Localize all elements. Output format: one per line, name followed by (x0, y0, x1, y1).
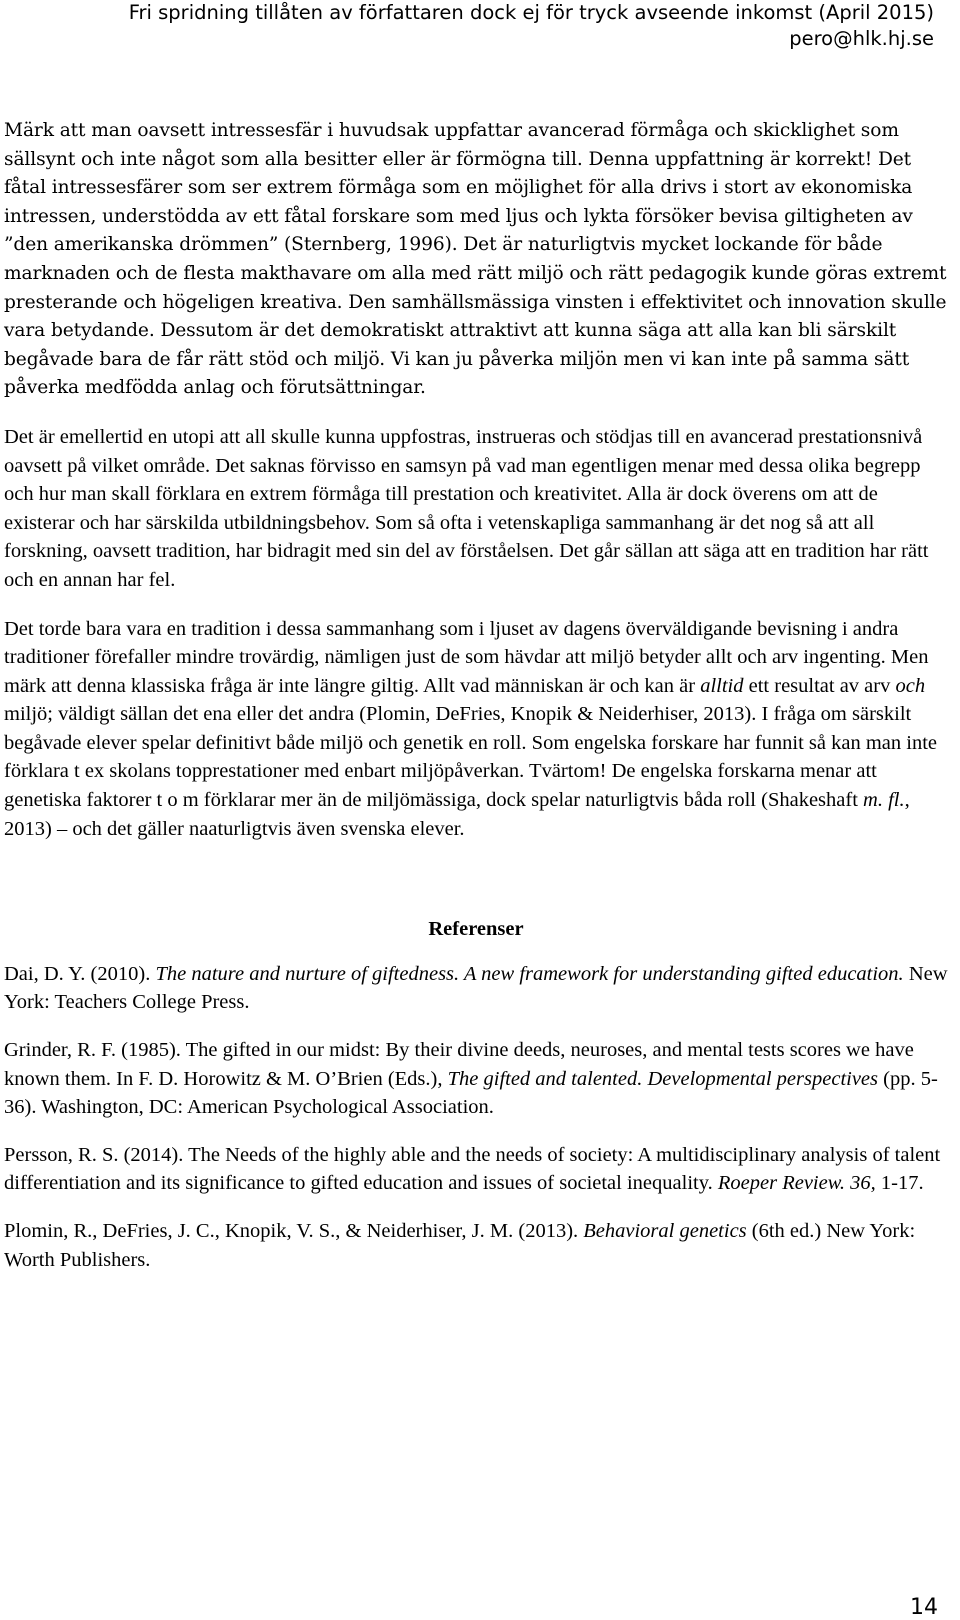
reference-text: Dai, D. Y. (2010). (4, 962, 156, 985)
reference-text: Plomin, R., DeFries, J. C., Knopik, V. S., & Neiderhiser, J. M. (2013). (4, 1220, 584, 1242)
page-header (129, 0, 934, 52)
reference-title: Behavioral genetics (583, 1220, 747, 1242)
document-body (4, 117, 948, 1293)
reference-text: (6th ed.) New York: Worth Publishers. (4, 1220, 916, 1271)
paragraph-3-text: Det torde bara vara en tradition i dessa sammanhang som i ljuset av dagens överväldigande bevisning i andra traditioner förefaller mindre trovärdig, nämligen just de som hävdar att miljö betyder allt och arv ingenting. Men märk att denna klassiska fråga är inte längre giltig. Allt vad människan är och kan är (4, 617, 929, 697)
emphasis-och: och (895, 674, 926, 697)
paragraph-3-text: miljö; väldigt sällan det ena eller det andra (Plomin, DeFries, Knopik & Neiderhiser, 2013). I fråga om särskilt begåvade elever spelar definitivt både miljö och genetik en roll. Som engelska forskare har funnit så kan man inte förklara t ex skolans topprestationer med enbart miljöpåverkan. Tvärtom! De engelska forskarna menar att genetiska faktorer t o m förklarar mer än de miljömässiga, dock spelar naturligtvis båda roll (Shakeshaft (4, 703, 938, 812)
reference-plomin (4, 1217, 948, 1274)
emphasis-alltid: alltid (700, 674, 744, 697)
emphasis-m-fl: m. fl. (863, 789, 905, 812)
reference-text: 1-17. (875, 1172, 924, 1195)
reference-title: The gifted and talented. Developmental perspectives (447, 1067, 879, 1090)
reference-text: (pp. 5-36). Washington, DC: American Psychological Association. (4, 1067, 938, 1119)
paragraph-3-text: , 2013) – och det gäller naaturligtvis även svenska elever. (4, 789, 910, 840)
reference-text: Persson, R. S. (2014). The Needs of the highly able and the needs of society: A multidisciplinary analysis of talent differentiation and its significance to gifted education and issues of societal inequality. (4, 1143, 941, 1195)
page-number: 14 (910, 1595, 938, 1620)
reference-persson (4, 1141, 948, 1198)
reference-text: New York: Teachers College Press. (4, 962, 948, 1014)
reference-title: The nature and nurture of giftedness. A new framework for understanding gifted education. (155, 962, 904, 985)
reference-grinder (4, 1036, 948, 1122)
reference-text: Grinder, R. F. (1985). The gifted in our midst: By their divine deeds, neuroses, and mental tests scores we have known them. In F. D. Horowitz & M. O’Brien (Eds.), (4, 1039, 914, 1090)
references-heading: Referenser (428, 918, 524, 941)
reference-dai (4, 960, 948, 1017)
reference-title: Roeper Review. 36, (717, 1172, 876, 1195)
header-email: pero@hlk.hj.se (789, 27, 934, 50)
body-paragraph-1: Märk att man oavsett intressesfär i huvudsak uppfattar avancerad förmåga och skicklighet som sällsynt och inte något som alla besitter eller är förmögna till. Denna uppfattning är korrekt! Det fåtal intressesfärer som ser extrem förmåga som en möjlighet för alla drivs i stort av ekonomiska intressen, understödda av ett fåtal forskare som med ljus och lykta försöker bevisa giltigheten av ”den amerikanska drömmen” (Sternberg, 1996). Det är naturligtvis mycket lockande för både marknaden och de flesta makthavare om alla med rätt miljö och rätt pedagogik kunde göras extremt presterande och högeligen kreativa. Den samhällsmässiga vinsten i effektivitet och innovation skulle vara betydande. Dessutom är det demokratiskt attraktivt att kunna säga att alla kan bli särskilt begåvade bara de får rätt stöd och miljö. Vi kan ju påverka miljön men vi kan inte på samma sätt påverka medfödda anlag och förutsättningar. (4, 120, 947, 399)
body-paragraph-2: Det är emellertid en utopi att all skulle kunna uppfostras, instrueras och stödjas till en avancerad prestationsnivå oavsett på vilket område. Det saknas förvisso en samsyn på vad man egentligen menar med dessa olika begrepp och hur man skall förklara en extrem förmåga till prestation och kreativitet. Alla är dock överens om att de existerar och har särskilda utbildningsbehov. Som så ofta i vetenskapliga sammanhang är det nog så att all forskning, oavsett tradition, har bidragit med sin del av förståelsen. Det går sällan att säga att en tradition har rätt och en annan har fel. (4, 425, 929, 591)
header-copyright-line: Fri spridning tillåten av författaren dock ej för tryck avseende inkomst (April 2015) (128, 1, 934, 24)
paragraph-3-text: ett resultat av arv (743, 674, 896, 697)
body-paragraph-3 (4, 615, 948, 844)
